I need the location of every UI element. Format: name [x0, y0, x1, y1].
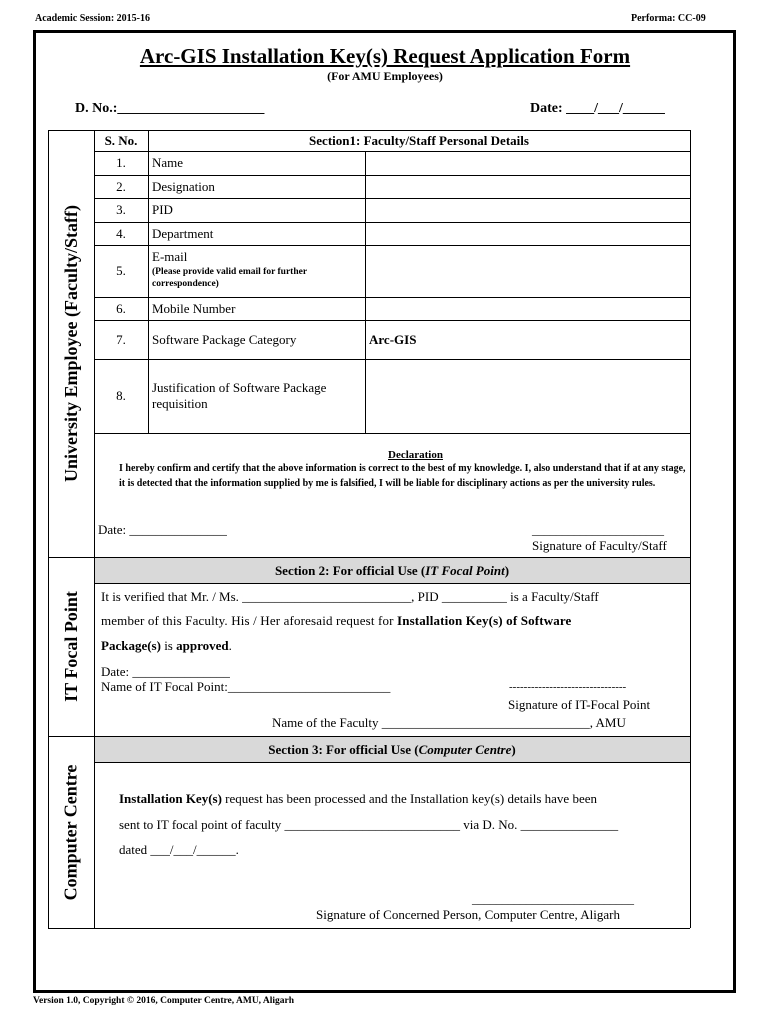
row-number: 7.	[116, 331, 126, 347]
package-category-value: Arc-GIS	[369, 331, 417, 347]
cc-signature-label: Signature of Concerned Person, Computer Centre, Aligarh	[316, 907, 620, 922]
faculty-signature-label: Signature of Faculty/Staff	[532, 538, 667, 553]
side-label-employee: University Employee (Faculty/Staff)	[60, 205, 81, 482]
mobile-input[interactable]	[366, 298, 689, 319]
table-bottom	[94, 433, 690, 434]
justification-input[interactable]	[366, 360, 689, 432]
row-number: 3.	[116, 202, 126, 217]
pid-input[interactable]	[366, 199, 689, 221]
row-number: 2.	[116, 178, 126, 194]
footer-copyright: Version 1.0, Copyright © 2016, Computer Centre, AMU, Aligarh	[33, 996, 295, 1006]
name-label: Name	[152, 155, 184, 170]
row-number: 6.	[116, 300, 126, 316]
row-number: 8.	[116, 388, 126, 403]
processed-line2[interactable]: sent to IT focal point of faculty ___________________________ via D. No. _______________	[119, 817, 619, 832]
verification-line3: Package(s) is approved.	[101, 638, 232, 653]
name-input[interactable]	[366, 152, 689, 174]
section2-title: Section 2: For official Use ( IT Focal Point )	[274, 562, 510, 578]
date-field[interactable]: Date: ____/___/______	[530, 101, 665, 116]
focal-signature-line[interactable]: --------------------------------	[509, 681, 627, 693]
faculty-signature-line[interactable]: ______________________	[532, 523, 664, 537]
designation-label: Designation	[152, 178, 215, 194]
section3-header-bottom	[94, 762, 690, 763]
section3-title-em: Computer Centre	[418, 741, 512, 757]
email-note: (Please provide valid email for further correspondence)	[152, 267, 307, 289]
form-title: Arc-GIS Installation Key(s) Request Application Form	[139, 44, 631, 68]
side-label-focal: IT Focal Point	[60, 591, 81, 702]
mobile-label: Mobile Number	[152, 300, 236, 316]
package-category-label: Software Package Category	[152, 331, 297, 347]
side-label-cc: Computer Centre	[60, 764, 81, 900]
processed-date-field[interactable]: dated ___/___/______.	[119, 842, 239, 857]
form-subtitle: (For AMU Employees)	[327, 69, 443, 83]
row-number: 4.	[116, 225, 126, 241]
section3-title: Section 3: For official Use ( Computer Centre )	[268, 741, 516, 757]
declaration-date-field[interactable]: Date: _______________	[98, 522, 227, 537]
dno-field[interactable]: D. No.:_____________________	[75, 101, 265, 116]
email-input[interactable]	[366, 246, 689, 296]
cc-signature-line[interactable]: ___________________________	[472, 892, 634, 906]
processed-line1: Installation Key(s) request has been processed and the Installation key(s) details have been	[119, 791, 597, 806]
grid-bottom-border	[48, 928, 690, 929]
focal-name-field[interactable]: Name of IT Focal Point:_________________________	[101, 679, 391, 694]
row-number: 5.	[116, 263, 126, 278]
justification-label: Justification of Software Package requisition	[152, 380, 327, 411]
verification-line1[interactable]: It is verified that Mr. / Ms. __________________________, PID __________ is a Faculty/Staff	[101, 589, 599, 604]
email-label: E-mail	[152, 249, 188, 264]
faculty-name-field[interactable]: Name of the Faculty ________________________________, AMU	[272, 715, 626, 730]
department-label: Department	[152, 225, 214, 241]
performa-code: Performa: CC-09	[631, 13, 706, 24]
declaration-title: Declaration	[388, 449, 443, 461]
grid-right-border	[690, 130, 691, 928]
section2-title-em: IT Focal Point	[425, 562, 505, 578]
section1-title: Section1: Faculty/Staff Personal Details	[309, 132, 529, 148]
section2-header-bottom	[94, 583, 690, 584]
verification-line2: member of this Faculty. His / Her aforesaid request for Installation Key(s) of Software	[101, 613, 572, 628]
focal-signature-label: Signature of IT-Focal Point	[508, 697, 651, 712]
department-input[interactable]	[366, 223, 689, 244]
sno-header: S. No.	[104, 132, 138, 148]
designation-input[interactable]	[366, 176, 689, 197]
pid-label: PID	[152, 202, 173, 217]
row-number: 1.	[116, 155, 126, 170]
academic-session: Academic Session: 2015-16	[35, 13, 150, 24]
focal-date-field[interactable]: Date: _______________	[101, 664, 230, 679]
declaration-text: I hereby confirm and certify that the above information is correct to the best of my knowledge. I, also understand that if at any stage, it is detected that the information supplied by me is falsified, I will be liable for disciplinary actions as per the university rules.	[119, 463, 686, 489]
